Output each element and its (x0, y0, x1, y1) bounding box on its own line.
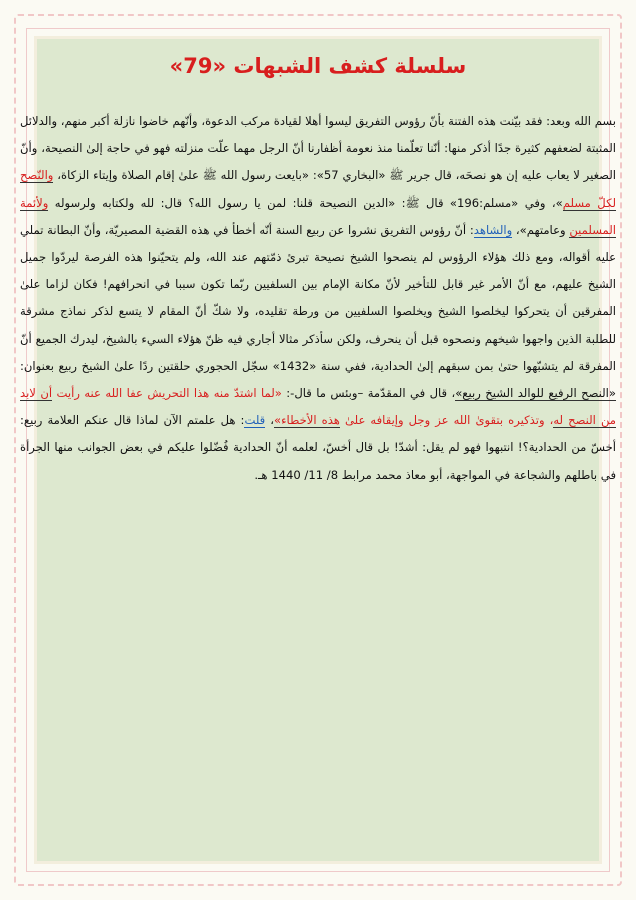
quote-red: «لما اشتدّ منه هذا التحريش عفا الله عنه رأيت (52, 386, 282, 401)
quote-red-underlined: هذه الأخطاء» (274, 413, 340, 428)
text-run: ، قال في المقدّمة –وبئس ما قال-: (281, 386, 456, 401)
text-run: : أنّ رؤوس التفريق نشروا عن ربيع السنة أنّه أخطأ في هذه القضية المصيريّة، وأنّ البطانة تملي عليه أقواله، ومع ذلك هؤلاء الرؤوس لم ينصحوا الشيخ نصيحة تبرئ ذمّتهم عند الله، ولم يتحيّنوا هذه الفرصة ليردّوا جميل الشيخ عليهم، مع أنّ الأمر غير قابل للتأخير لأنّ مكانة الإمام بين السلفيين ربّما تكون سببا في انحرافهم! فكان لزاما علىٰ المفرقين أن يتحركوا ليخلصوا الشيخ ويخلصوا السلفيين من ورطة تقليده، ولا شكّ أنّ المقام لا يتسع لذكر نماذج مشرقة للطلبة الذين واجهوا شيخهم ونصحوه قبل أن ينحرف، ولكن سأذكر مثالا أجاري فيه ظنّ هؤلاء السيء بالشيخ، ليدرك الجميع أنّ المفرقة لم يتشبّهوا حتىٰ بمن سبقهم إلىٰ الحدادية، ففي سنة «1432» سجّل الحجوري حلقتين ردًا علىٰ الشيخ ربيع بعنوان: (20, 222, 616, 373)
quote-red-underlined: أن لابد من النصح له (20, 386, 616, 428)
highlight-imams: ولأئمة المسلمين (20, 195, 616, 237)
label-i-said: قلت (244, 413, 266, 428)
text-run: ، (265, 413, 274, 428)
highlight-hadith-quote: والنّصح لكلّ مسلم (20, 168, 617, 210)
page-title: سلسلة كشف الشبهات «79» (169, 54, 467, 78)
article-paragraph (20, 108, 616, 489)
text-run: »، وفي «مسلم:196» قال ﷺ: «الدين النصيحة قلنا: لمن يا رسول الله؟ قال: لله ولكتابه ولرسوله (48, 195, 563, 210)
quote-red: ، وتذكيره بتقوىٰ الله عز وجل وإيقافه علىٰ (339, 413, 554, 428)
text-run: : هل علمتم الآن لماذا قال عنكم العلامة ربيع: أخسّ من الحدادية؟! انتبهوا فهو لم يقل: أشدّ! بل قال أخسّ، لعلمه أنّ الحدادية فُضّلوا عليكم في بعض الجوانب منها الجرأة في باطلهم والشجاعة في المواجهة، أبو معاذ محمد مرابط 8/ 11/ 1440 هـ. (20, 413, 616, 482)
text-run: بسم الله وبعد: فقد بيّنت هذه الفتنة بأنّ رؤوس التفريق ليسوا أهلا لقيادة مركب الدعوة، وأنّهم خاضوا نازلة أكبر منهم، والدلائل المثبتة لضعفهم كثيرة جدًا أذكر منها: أنّنا تعلّمنا منذ نعومة أظفارنا أنّ الرجل مهما علّت منزلته فهو في حاجة إلىٰ النصيحة، وأنّ الصغير لا يعاب عليه إن هو نصحَه، قال جرير ﷺ «البخاري 57»: «بايعت رسول الله ﷺ علىٰ إقام الصلاة وإيتاء الزكاة، (20, 114, 616, 183)
book-title-underlined: «النصح الرفيع للوالد الشيخ ربيع» (455, 386, 616, 401)
text-run: وعامتهم»، (512, 222, 570, 237)
article-body (20, 108, 616, 489)
label-witness: والشاهد (473, 222, 513, 237)
